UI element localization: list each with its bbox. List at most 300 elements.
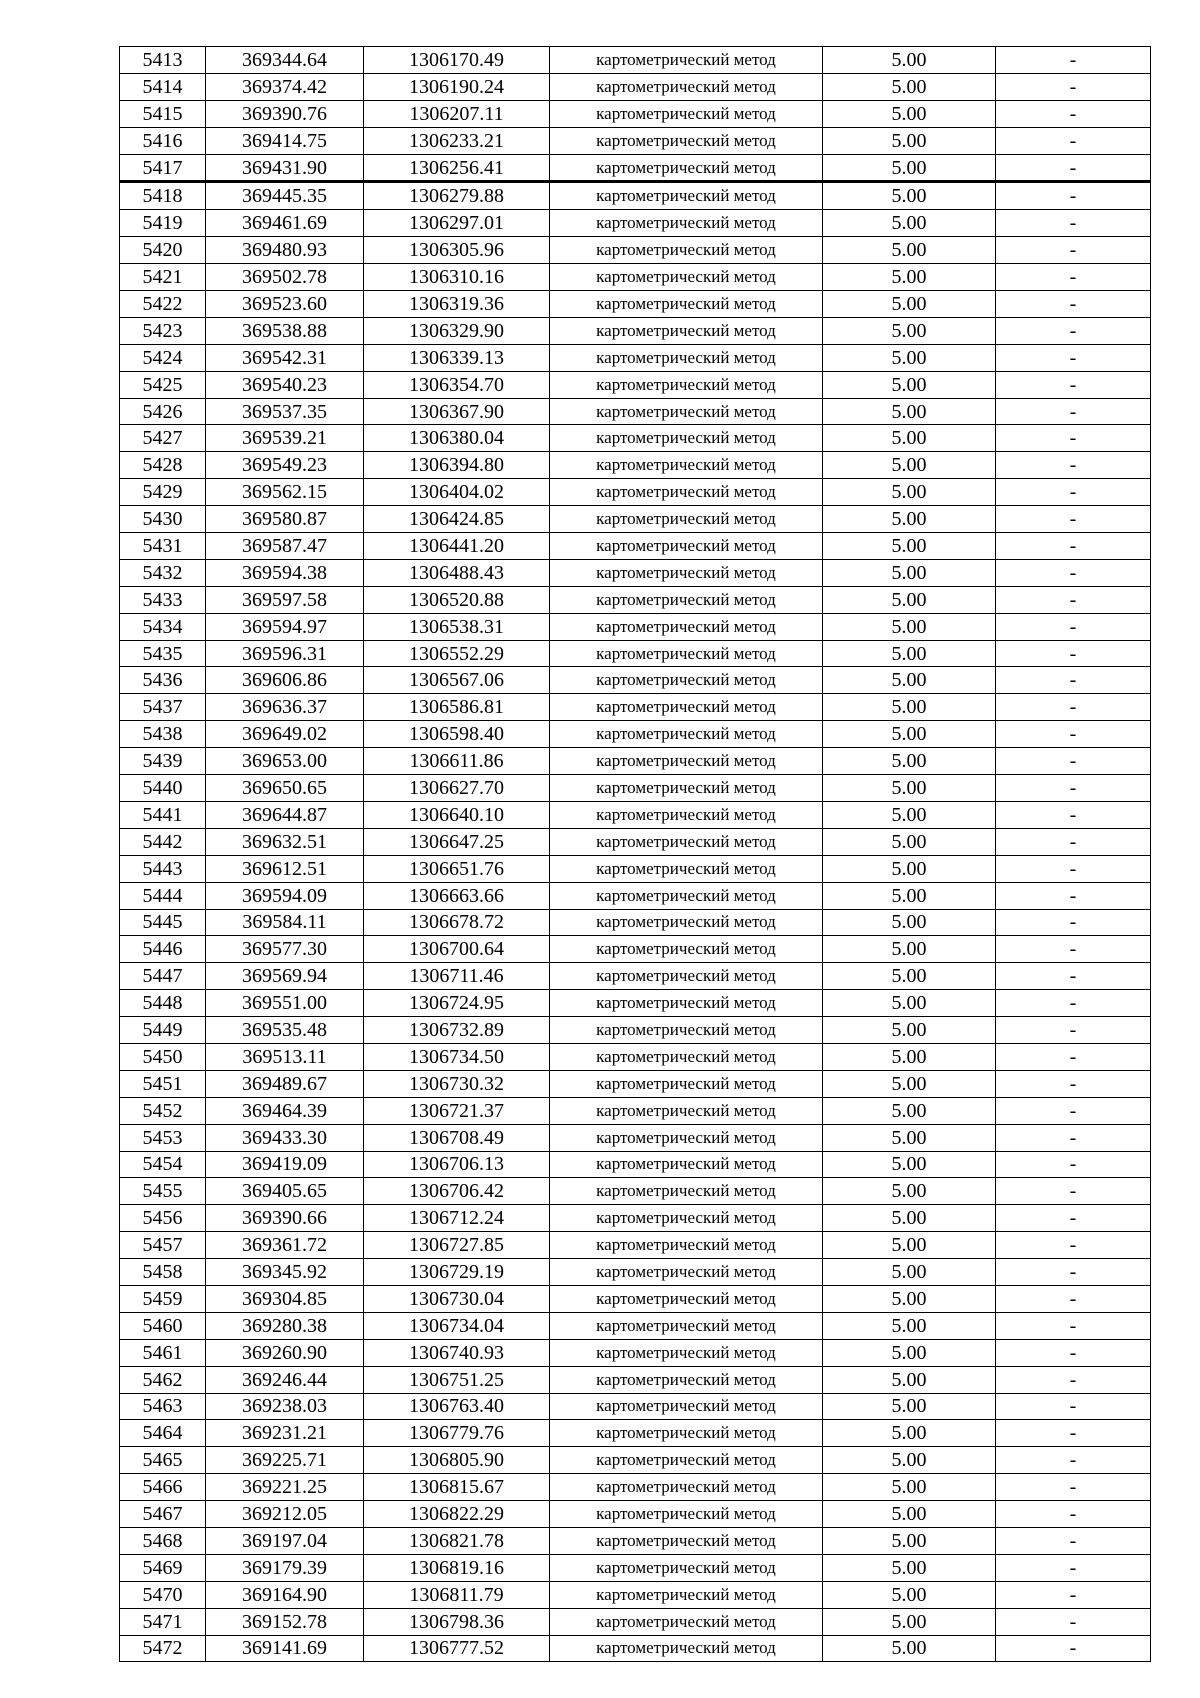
method-cell: картометрический метод [550,533,823,560]
note-cell: - [996,909,1151,936]
table-row [120,264,1151,291]
accuracy-cell: 5.00 [823,1205,996,1232]
y-coordinate-cell: 1306798.36 [364,1608,550,1635]
x-coordinate-cell: 369433.30 [206,1124,364,1151]
table-row [120,586,1151,613]
note-cell: - [996,1232,1151,1259]
x-coordinate-cell: 369304.85 [206,1285,364,1312]
y-coordinate-cell: 1306734.04 [364,1312,550,1339]
point-number-cell: 5447 [120,963,206,990]
note-cell: - [996,1420,1151,1447]
accuracy-cell: 5.00 [823,264,996,291]
y-coordinate-cell: 1306724.95 [364,990,550,1017]
y-coordinate-cell: 1306170.49 [364,47,550,74]
x-coordinate-cell: 369597.58 [206,586,364,613]
table-row [120,882,1151,909]
table-row [120,909,1151,936]
table-row [120,291,1151,318]
accuracy-cell: 5.00 [823,559,996,586]
y-coordinate-cell: 1306777.52 [364,1635,550,1662]
method-cell: картометрический метод [550,291,823,318]
x-coordinate-cell: 369374.42 [206,73,364,100]
table-row [120,1312,1151,1339]
table-row [120,1366,1151,1393]
method-cell: картометрический метод [550,1474,823,1501]
table-row [120,1285,1151,1312]
accuracy-cell: 5.00 [823,909,996,936]
y-coordinate-cell: 1306329.90 [364,317,550,344]
method-cell: картометрический метод [550,828,823,855]
note-cell: - [996,559,1151,586]
point-number-cell: 5424 [120,344,206,371]
method-cell: картометрический метод [550,936,823,963]
accuracy-cell: 5.00 [823,1285,996,1312]
note-cell: - [996,640,1151,667]
point-number-cell: 5418 [120,182,206,210]
x-coordinate-cell: 369606.86 [206,667,364,694]
y-coordinate-cell: 1306305.96 [364,237,550,264]
method-cell: картометрический метод [550,425,823,452]
note-cell: - [996,1554,1151,1581]
accuracy-cell: 5.00 [823,1070,996,1097]
method-cell: картометрический метод [550,317,823,344]
x-coordinate-cell: 369539.21 [206,425,364,452]
y-coordinate-cell: 1306567.06 [364,667,550,694]
note-cell: - [996,801,1151,828]
point-number-cell: 5470 [120,1581,206,1608]
y-coordinate-cell: 1306367.90 [364,398,550,425]
y-coordinate-cell: 1306611.86 [364,748,550,775]
y-coordinate-cell: 1306354.70 [364,371,550,398]
point-number-cell: 5463 [120,1393,206,1420]
y-coordinate-cell: 1306751.25 [364,1366,550,1393]
table-row [120,317,1151,344]
table-row [120,398,1151,425]
note-cell: - [996,73,1151,100]
accuracy-cell: 5.00 [823,1608,996,1635]
x-coordinate-cell: 369538.88 [206,317,364,344]
y-coordinate-cell: 1306721.37 [364,1097,550,1124]
note-cell: - [996,694,1151,721]
note-cell: - [996,1151,1151,1178]
y-coordinate-cell: 1306319.36 [364,291,550,318]
accuracy-cell: 5.00 [823,936,996,963]
method-cell: картометрический метод [550,1070,823,1097]
method-cell: картометрический метод [550,100,823,127]
table-row [120,1608,1151,1635]
method-cell: картометрический метод [550,559,823,586]
method-cell: картометрический метод [550,1339,823,1366]
note-cell: - [996,775,1151,802]
table-row [120,1017,1151,1044]
y-coordinate-cell: 1306734.50 [364,1043,550,1070]
note-cell: - [996,344,1151,371]
table-row [120,1393,1151,1420]
y-coordinate-cell: 1306520.88 [364,586,550,613]
note-cell: - [996,237,1151,264]
note-cell: - [996,47,1151,74]
table-row [120,1259,1151,1286]
x-coordinate-cell: 369445.35 [206,182,364,210]
x-coordinate-cell: 369231.21 [206,1420,364,1447]
method-cell: картометрический метод [550,801,823,828]
note-cell: - [996,533,1151,560]
accuracy-cell: 5.00 [823,640,996,667]
x-coordinate-cell: 369636.37 [206,694,364,721]
method-cell: картометрический метод [550,1205,823,1232]
method-cell: картометрический метод [550,398,823,425]
note-cell: - [996,182,1151,210]
method-cell: картометрический метод [550,1232,823,1259]
x-coordinate-cell: 369580.87 [206,506,364,533]
table-row [120,154,1151,182]
x-coordinate-cell: 369414.75 [206,127,364,154]
accuracy-cell: 5.00 [823,882,996,909]
note-cell: - [996,748,1151,775]
y-coordinate-cell: 1306822.29 [364,1501,550,1528]
method-cell: картометрический метод [550,1608,823,1635]
y-coordinate-cell: 1306627.70 [364,775,550,802]
table-row [120,452,1151,479]
note-cell: - [996,479,1151,506]
x-coordinate-cell: 369513.11 [206,1043,364,1070]
table-row [120,479,1151,506]
table-row [120,506,1151,533]
x-coordinate-cell: 369152.78 [206,1608,364,1635]
note-cell: - [996,291,1151,318]
accuracy-cell: 5.00 [823,371,996,398]
point-number-cell: 5435 [120,640,206,667]
table-row [120,1420,1151,1447]
x-coordinate-cell: 369540.23 [206,371,364,398]
method-cell: картометрический метод [550,1151,823,1178]
method-cell: картометрический метод [550,1527,823,1554]
note-cell: - [996,855,1151,882]
x-coordinate-cell: 369431.90 [206,154,364,182]
method-cell: картометрический метод [550,667,823,694]
point-number-cell: 5419 [120,210,206,237]
y-coordinate-cell: 1306708.49 [364,1124,550,1151]
x-coordinate-cell: 369197.04 [206,1527,364,1554]
y-coordinate-cell: 1306297.01 [364,210,550,237]
y-coordinate-cell: 1306730.04 [364,1285,550,1312]
method-cell: картометрический метод [550,909,823,936]
accuracy-cell: 5.00 [823,1366,996,1393]
method-cell: картометрический метод [550,1124,823,1151]
method-cell: картометрический метод [550,479,823,506]
table-row [120,1097,1151,1124]
point-number-cell: 5442 [120,828,206,855]
accuracy-cell: 5.00 [823,748,996,775]
note-cell: - [996,1581,1151,1608]
accuracy-cell: 5.00 [823,1017,996,1044]
y-coordinate-cell: 1306815.67 [364,1474,550,1501]
point-number-cell: 5430 [120,506,206,533]
y-coordinate-cell: 1306256.41 [364,154,550,182]
point-number-cell: 5440 [120,775,206,802]
x-coordinate-cell: 369489.67 [206,1070,364,1097]
accuracy-cell: 5.00 [823,1527,996,1554]
y-coordinate-cell: 1306647.25 [364,828,550,855]
x-coordinate-cell: 369361.72 [206,1232,364,1259]
method-cell: картометрический метод [550,963,823,990]
point-number-cell: 5458 [120,1259,206,1286]
point-number-cell: 5472 [120,1635,206,1662]
method-cell: картометрический метод [550,990,823,1017]
table-row [120,963,1151,990]
note-cell: - [996,100,1151,127]
point-number-cell: 5432 [120,559,206,586]
table-row [120,533,1151,560]
y-coordinate-cell: 1306233.21 [364,127,550,154]
point-number-cell: 5471 [120,1608,206,1635]
table-row [120,1581,1151,1608]
method-cell: картометрический метод [550,154,823,182]
note-cell: - [996,210,1151,237]
point-number-cell: 5469 [120,1554,206,1581]
method-cell: картометрический метод [550,613,823,640]
point-number-cell: 5417 [120,154,206,182]
table-row [120,127,1151,154]
accuracy-cell: 5.00 [823,1635,996,1662]
x-coordinate-cell: 369179.39 [206,1554,364,1581]
accuracy-cell: 5.00 [823,1097,996,1124]
note-cell: - [996,1312,1151,1339]
y-coordinate-cell: 1306706.13 [364,1151,550,1178]
method-cell: картометрический метод [550,640,823,667]
point-number-cell: 5444 [120,882,206,909]
accuracy-cell: 5.00 [823,1447,996,1474]
note-cell: - [996,1259,1151,1286]
table-row [120,801,1151,828]
table-row [120,748,1151,775]
y-coordinate-cell: 1306700.64 [364,936,550,963]
x-coordinate-cell: 369464.39 [206,1097,364,1124]
y-coordinate-cell: 1306740.93 [364,1339,550,1366]
note-cell: - [996,506,1151,533]
point-number-cell: 5415 [120,100,206,127]
note-cell: - [996,882,1151,909]
point-number-cell: 5413 [120,47,206,74]
note-cell: - [996,398,1151,425]
note-cell: - [996,1366,1151,1393]
point-number-cell: 5414 [120,73,206,100]
table-row [120,182,1151,210]
method-cell: картометрический метод [550,855,823,882]
x-coordinate-cell: 369584.11 [206,909,364,936]
accuracy-cell: 5.00 [823,1393,996,1420]
table-row [120,990,1151,1017]
table-body [120,47,1151,1662]
note-cell: - [996,1097,1151,1124]
accuracy-cell: 5.00 [823,613,996,640]
x-coordinate-cell: 369612.51 [206,855,364,882]
point-number-cell: 5461 [120,1339,206,1366]
x-coordinate-cell: 369502.78 [206,264,364,291]
y-coordinate-cell: 1306424.85 [364,506,550,533]
point-number-cell: 5439 [120,748,206,775]
table-row [120,613,1151,640]
note-cell: - [996,990,1151,1017]
accuracy-cell: 5.00 [823,291,996,318]
point-number-cell: 5426 [120,398,206,425]
accuracy-cell: 5.00 [823,721,996,748]
accuracy-cell: 5.00 [823,1232,996,1259]
x-coordinate-cell: 369141.69 [206,1635,364,1662]
y-coordinate-cell: 1306339.13 [364,344,550,371]
point-number-cell: 5450 [120,1043,206,1070]
x-coordinate-cell: 369569.94 [206,963,364,990]
accuracy-cell: 5.00 [823,775,996,802]
table-row [120,73,1151,100]
point-number-cell: 5431 [120,533,206,560]
table-row [120,640,1151,667]
y-coordinate-cell: 1306729.19 [364,1259,550,1286]
x-coordinate-cell: 369535.48 [206,1017,364,1044]
y-coordinate-cell: 1306805.90 [364,1447,550,1474]
method-cell: картометрический метод [550,1043,823,1070]
x-coordinate-cell: 369650.65 [206,775,364,802]
note-cell: - [996,452,1151,479]
note-cell: - [996,721,1151,748]
y-coordinate-cell: 1306598.40 [364,721,550,748]
method-cell: картометрический метод [550,1097,823,1124]
table-row [120,1178,1151,1205]
table-row [120,344,1151,371]
point-number-cell: 5443 [120,855,206,882]
method-cell: картометрический метод [550,694,823,721]
accuracy-cell: 5.00 [823,154,996,182]
point-number-cell: 5459 [120,1285,206,1312]
x-coordinate-cell: 369649.02 [206,721,364,748]
accuracy-cell: 5.00 [823,1554,996,1581]
accuracy-cell: 5.00 [823,479,996,506]
point-number-cell: 5423 [120,317,206,344]
note-cell: - [996,963,1151,990]
point-number-cell: 5457 [120,1232,206,1259]
table-row [120,936,1151,963]
method-cell: картометрический метод [550,73,823,100]
point-number-cell: 5452 [120,1097,206,1124]
table-row [120,47,1151,74]
x-coordinate-cell: 369594.38 [206,559,364,586]
x-coordinate-cell: 369480.93 [206,237,364,264]
accuracy-cell: 5.00 [823,990,996,1017]
note-cell: - [996,1178,1151,1205]
table-row [120,721,1151,748]
method-cell: картометрический метод [550,1259,823,1286]
method-cell: картометрический метод [550,127,823,154]
method-cell: картометрический метод [550,748,823,775]
note-cell: - [996,1447,1151,1474]
method-cell: картометрический метод [550,882,823,909]
note-cell: - [996,936,1151,963]
table-row [120,1124,1151,1151]
x-coordinate-cell: 369653.00 [206,748,364,775]
accuracy-cell: 5.00 [823,1501,996,1528]
point-number-cell: 5464 [120,1420,206,1447]
x-coordinate-cell: 369523.60 [206,291,364,318]
point-number-cell: 5421 [120,264,206,291]
point-number-cell: 5456 [120,1205,206,1232]
table-row [120,1447,1151,1474]
x-coordinate-cell: 369644.87 [206,801,364,828]
accuracy-cell: 5.00 [823,47,996,74]
y-coordinate-cell: 1306779.76 [364,1420,550,1447]
table-row [120,237,1151,264]
x-coordinate-cell: 369577.30 [206,936,364,963]
table-row [120,828,1151,855]
point-number-cell: 5434 [120,613,206,640]
y-coordinate-cell: 1306380.04 [364,425,550,452]
table-row [120,1635,1151,1662]
table-row [120,1151,1151,1178]
method-cell: картометрический метод [550,344,823,371]
note-cell: - [996,127,1151,154]
y-coordinate-cell: 1306190.24 [364,73,550,100]
note-cell: - [996,667,1151,694]
y-coordinate-cell: 1306586.81 [364,694,550,721]
y-coordinate-cell: 1306310.16 [364,264,550,291]
table-row [120,1554,1151,1581]
point-number-cell: 5462 [120,1366,206,1393]
point-number-cell: 5453 [120,1124,206,1151]
point-number-cell: 5441 [120,801,206,828]
table-row [120,1070,1151,1097]
note-cell: - [996,1070,1151,1097]
note-cell: - [996,1608,1151,1635]
y-coordinate-cell: 1306678.72 [364,909,550,936]
accuracy-cell: 5.00 [823,237,996,264]
method-cell: картометрический метод [550,452,823,479]
accuracy-cell: 5.00 [823,210,996,237]
note-cell: - [996,1285,1151,1312]
accuracy-cell: 5.00 [823,100,996,127]
table-row [120,694,1151,721]
note-cell: - [996,1124,1151,1151]
coordinates-table [119,46,1151,1662]
table-row [120,1043,1151,1070]
accuracy-cell: 5.00 [823,452,996,479]
point-number-cell: 5438 [120,721,206,748]
x-coordinate-cell: 369212.05 [206,1501,364,1528]
method-cell: картометрический метод [550,586,823,613]
method-cell: картометрический метод [550,1178,823,1205]
x-coordinate-cell: 369549.23 [206,452,364,479]
accuracy-cell: 5.00 [823,1178,996,1205]
table-row [120,371,1151,398]
accuracy-cell: 5.00 [823,73,996,100]
point-number-cell: 5437 [120,694,206,721]
table-row [120,1527,1151,1554]
table-row [120,559,1151,586]
accuracy-cell: 5.00 [823,1312,996,1339]
note-cell: - [996,1527,1151,1554]
x-coordinate-cell: 369537.35 [206,398,364,425]
y-coordinate-cell: 1306394.80 [364,452,550,479]
note-cell: - [996,317,1151,344]
y-coordinate-cell: 1306712.24 [364,1205,550,1232]
y-coordinate-cell: 1306640.10 [364,801,550,828]
accuracy-cell: 5.00 [823,963,996,990]
x-coordinate-cell: 369461.69 [206,210,364,237]
y-coordinate-cell: 1306732.89 [364,1017,550,1044]
x-coordinate-cell: 369594.09 [206,882,364,909]
x-coordinate-cell: 369405.65 [206,1178,364,1205]
note-cell: - [996,1043,1151,1070]
method-cell: картометрический метод [550,1312,823,1339]
accuracy-cell: 5.00 [823,182,996,210]
